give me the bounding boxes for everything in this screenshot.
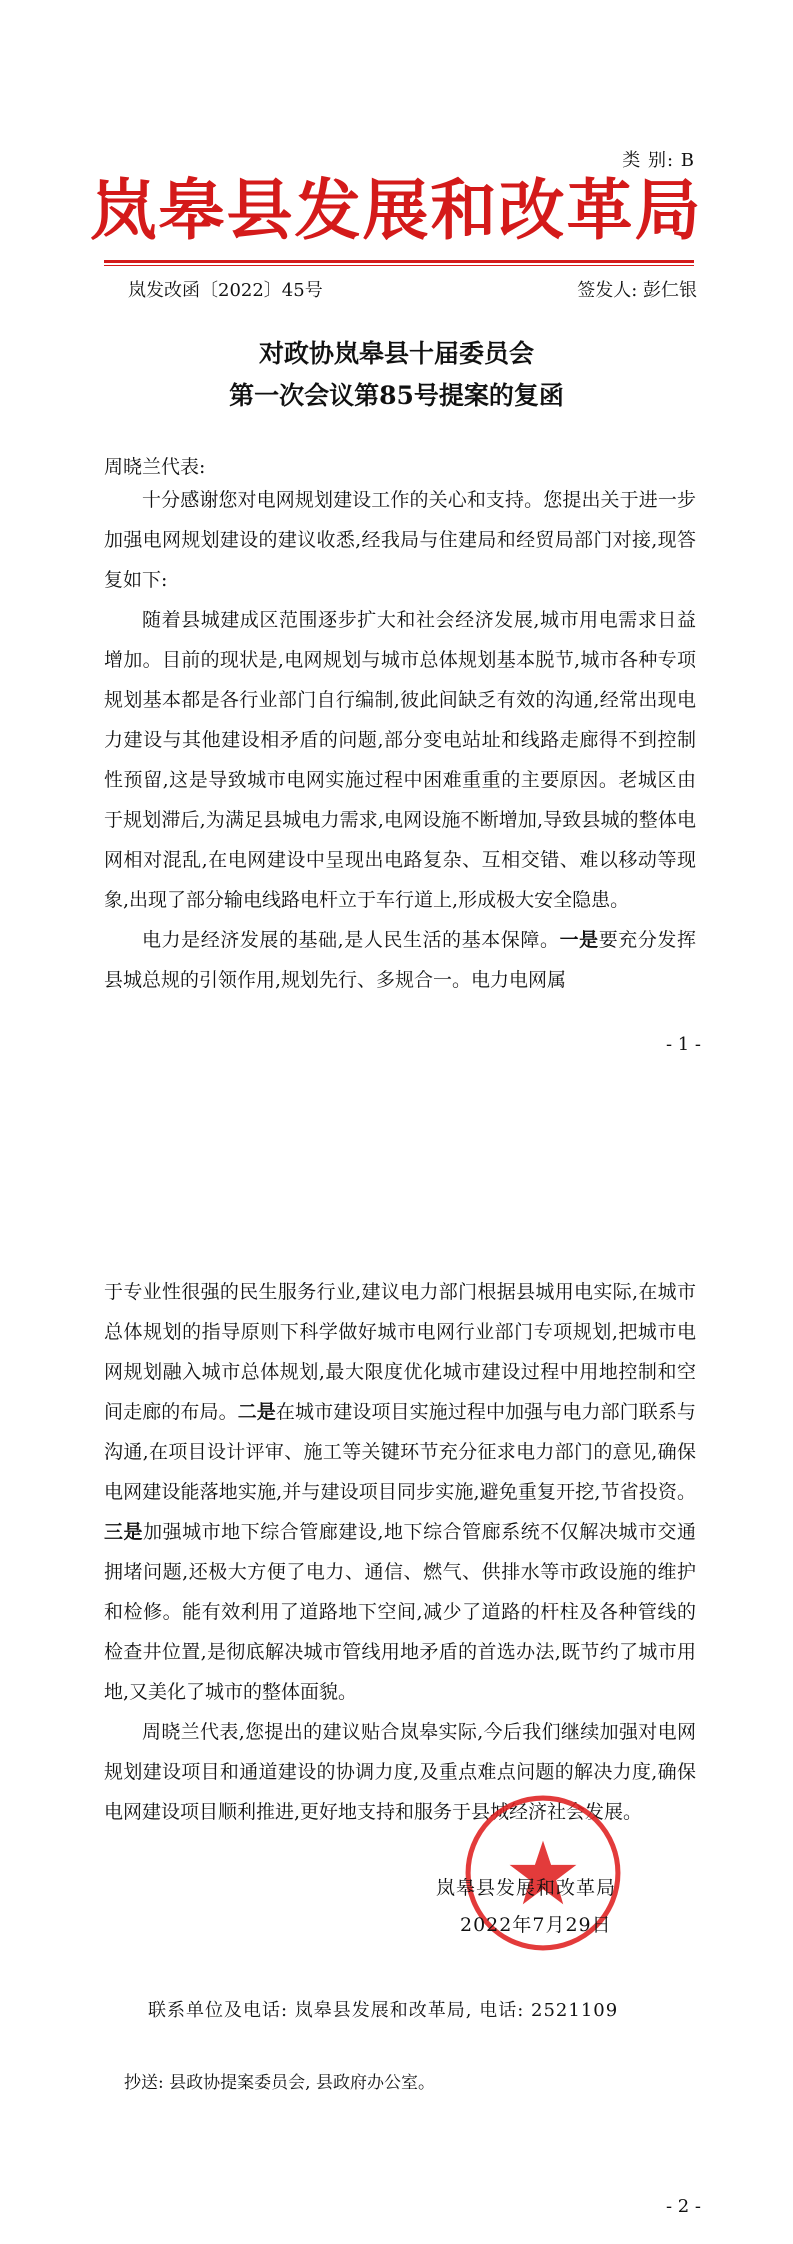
red-divider-thin xyxy=(104,265,694,266)
document-category: 类 别: B xyxy=(622,150,695,171)
body-text-page1 xyxy=(104,480,696,1000)
page-number: - 2 - xyxy=(665,2196,701,2217)
org-letterhead-title: 岚皋县发展和改革局 xyxy=(90,171,703,249)
body-text-page2 xyxy=(104,1272,696,1832)
text-run: 加强城市地下综合管廊建设,地下综合管廊系统不仅解决城市交通拥堵问题,还极大方便了电力、通信、燃气、供排水等市政设施的维护和检修。能有效利用了道路地下空间,减少了道路的杆柱及各种管线的检查井位置,是彻底解决城市管线用地矛盾的首选办法,既节约了城市用地,又美化了城市的整体面貌。 xyxy=(104,1521,696,1703)
paragraph: 十分感谢您对电网规划建设工作的关心和支持。您提出关于进一步加强电网规划建设的建议收悉,经我局与住建局和经贸局部门对接,现答复如下: xyxy=(104,489,696,591)
text-run: 在城市建设项目实施过程中加强与电力部门联系与沟通,在项目设计评审、施工等关键环节充分征求电力部门的意见,确保电网建设能落地实施,并与建设项目同步实施,避免重复开挖,节省投资。 xyxy=(104,1401,696,1503)
signer: 签发人: 彭仁银 xyxy=(577,280,697,301)
red-divider-thick xyxy=(104,260,694,263)
point-marker-one: 一是 xyxy=(559,929,599,951)
paragraph xyxy=(104,1272,696,1712)
text-run: 于专业性很强的民生服务行业,建议电力部门根据县城用电实际,在城市总体规划的指导原则下科学做好城市电网行业部门专项规划,把城市电网规划融入城市总体规划,最大限度优化城市建设过程中用地控制和空间走廊的布局。 xyxy=(104,1281,696,1423)
salutation: 周晓兰代表: xyxy=(104,456,206,478)
document-number: 岚发改函〔2022〕45号 xyxy=(128,280,323,301)
paragraph xyxy=(104,920,696,1000)
signature-organization: 岚皋县发展和改革局 xyxy=(436,1877,617,1899)
page-number: - 1 - xyxy=(665,1034,701,1055)
text-run: 要充分发挥县城总规的引领作用,规划先行、多规合一。电力电网属 xyxy=(104,929,696,991)
cc-list: 抄送: 县政协提案委员会, 县政府办公室。 xyxy=(124,2073,435,2093)
reply-title-line1: 对政协岚皋县十届委员会 xyxy=(258,339,534,368)
paragraph: 周晓兰代表,您提出的建议贴合岚皋实际,今后我们继续加强对电网规划建设项目和通道建设的协调力度,及重点难点问题的解决力度,确保电网建设项目顺利推进,更好地支持和服务于县城经济社会发展。 xyxy=(104,1721,696,1823)
contact-info: 联系单位及电话: 岚皋县发展和改革局, 电话: 2521109 xyxy=(148,2000,619,2021)
point-marker-three: 三是 xyxy=(104,1521,144,1543)
text-run: 电力是经济发展的基础,是人民生活的基本保障。 xyxy=(142,929,560,951)
point-marker-two: 二是 xyxy=(237,1401,276,1423)
signature-date: 2022年7月29日 xyxy=(460,1914,612,1936)
reply-title-line2: 第一次会议第85号提案的复函 xyxy=(229,381,564,410)
paragraph: 随着县城建成区范围逐步扩大和社会经济发展,城市用电需求日益增加。目前的现状是,电网规划与城市总体规划基本脱节,城市各种专项规划基本都是各行业部门自行编制,彼此间缺乏有效的沟通,经常出现电力建设与其他建设相矛盾的问题,部分变电站址和线路走廊得不到控制性预留,这是导致城市电网实施过程中困难重重的主要原因。老城区由于规划滞后,为满足县城电力需求,电网设施不断增加,导致县城的整体电网相对混乱,在电网建设中呈现出电路复杂、互相交错、难以移动等现象,出现了部分输电线路电杆立于车行道上,形成极大安全隐患。 xyxy=(104,609,696,911)
